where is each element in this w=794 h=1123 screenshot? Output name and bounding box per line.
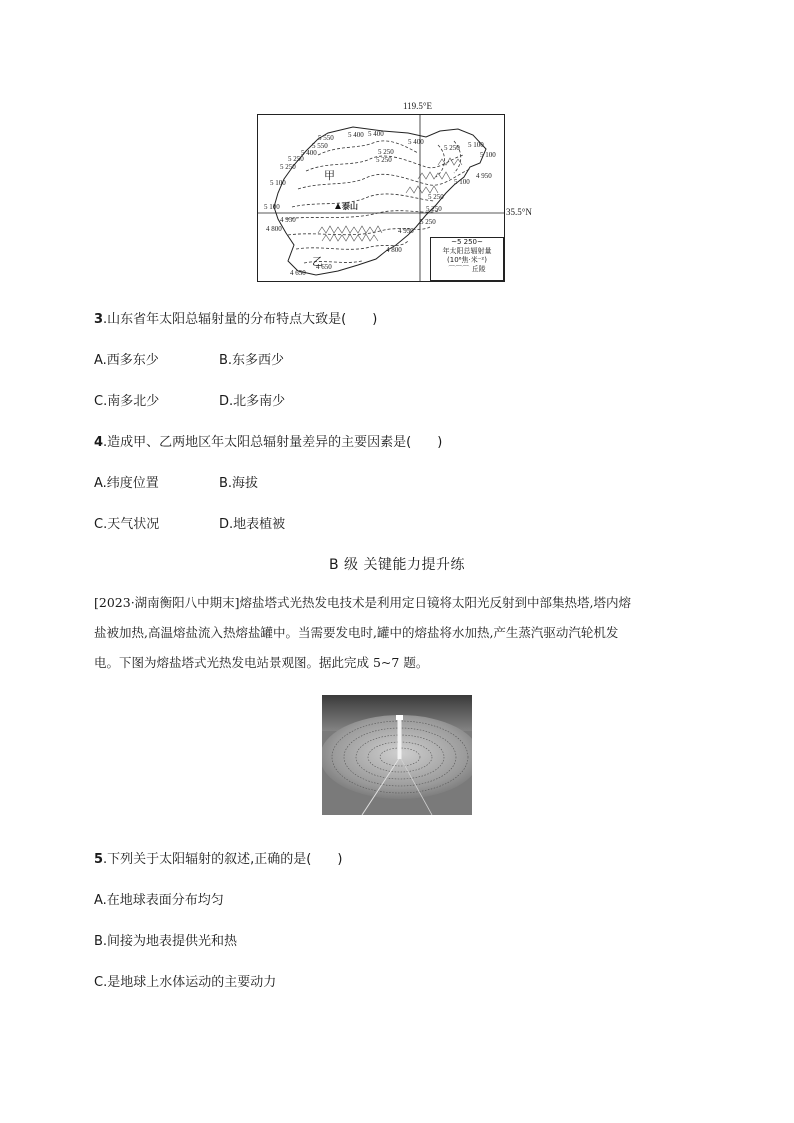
contour-label: 5 400 bbox=[301, 149, 317, 157]
contour-label: 5 250 bbox=[288, 155, 304, 163]
intro-paragraph bbox=[94, 588, 694, 678]
region-yi-label: 乙 bbox=[312, 255, 323, 268]
contour-label: 5 100 bbox=[468, 141, 484, 149]
q3-option-a[interactable]: A.西多东少 bbox=[94, 353, 159, 368]
contour-label: 5 250 bbox=[420, 218, 436, 226]
shandong-radiation-map bbox=[257, 114, 505, 282]
contour-label: 5 250 bbox=[444, 144, 460, 152]
map-legend bbox=[430, 237, 504, 281]
q5-option-b[interactable]: B.间接为地表提供光和热 bbox=[94, 934, 238, 949]
photo-svg bbox=[322, 695, 472, 815]
contour-label: 5 400 bbox=[368, 130, 384, 138]
intro-line: [2023·湖南衡阳八中期末]熔盐塔式光热发电技术是利用定日镜将太阳光反射到中部集热塔,塔内熔 bbox=[94, 595, 632, 610]
hills-icon: ⌒⌒⌒ bbox=[448, 265, 470, 273]
contour-label: 4 650 bbox=[290, 269, 306, 277]
contour-label: 5 100 bbox=[480, 151, 496, 159]
contour-label: 5 250 bbox=[428, 193, 444, 201]
q4-option-b[interactable]: B.海拔 bbox=[219, 476, 259, 491]
question-3: 3.山东省年太阳总辐射量的分布特点大致是( ) bbox=[94, 312, 378, 327]
contour-label: 5 100 bbox=[264, 203, 280, 211]
question-4: 4.造成甲、乙两地区年太阳总辐射量差异的主要因素是( ) bbox=[94, 435, 443, 450]
lat-label: 35.5°N bbox=[506, 207, 532, 217]
contour-label: 5 100 bbox=[270, 179, 286, 187]
contour-label: 4 950 bbox=[280, 216, 296, 224]
contour-label: 4 800 bbox=[386, 246, 402, 254]
q5-option-a[interactable]: A.在地球表面分布均匀 bbox=[94, 893, 224, 908]
taishan-label: 泰山 bbox=[342, 202, 358, 211]
contour-label: 5 400 bbox=[348, 131, 364, 139]
lon-label: 119.5°E bbox=[403, 101, 433, 111]
tower-icon bbox=[398, 717, 402, 759]
legend-unit: (10⁶焦·米⁻²) bbox=[447, 256, 487, 264]
q3-option-b[interactable]: B.东多西少 bbox=[219, 353, 285, 368]
q4-option-d[interactable]: D.地表植被 bbox=[219, 517, 286, 532]
intro-line: 电。下图为熔盐塔式光热发电站景观图。据此完成 5~7 题。 bbox=[94, 655, 429, 670]
legend-hills: ⌒⌒⌒ 丘陵 bbox=[448, 265, 486, 273]
intro-line: 盐被加热,高温熔盐流入热熔盐罐中。当需要发电时,罐中的熔盐将水加热,产生蒸汽驱动汽轮机发 bbox=[94, 625, 619, 640]
contour-label: 4 950 bbox=[398, 227, 414, 235]
legend-title: 年太阳总辐射量 bbox=[442, 247, 492, 255]
contour-label: 5 250 bbox=[376, 156, 392, 164]
contour-label: 5 250 bbox=[280, 163, 296, 171]
q5-option-c[interactable]: C.是地球上水体运动的主要动力 bbox=[94, 975, 277, 990]
contour-label: 5 250 bbox=[426, 205, 442, 213]
section-title: B 级 关键能力提升练 bbox=[328, 557, 465, 573]
contour-label: 5 550 bbox=[312, 142, 328, 150]
question-5: 5.下列关于太阳辐射的叙述,正确的是( ) bbox=[94, 852, 343, 867]
q3-option-c[interactable]: C.南多北少 bbox=[94, 394, 160, 409]
q4-option-c[interactable]: C.天气状况 bbox=[94, 517, 160, 532]
legend-isoline: ~5 250~ bbox=[451, 238, 483, 246]
contour-label: 4 950 bbox=[476, 172, 492, 180]
solar-station-photo bbox=[322, 695, 472, 815]
taishan-icon bbox=[335, 203, 341, 209]
contour-label: 4 800 bbox=[266, 225, 282, 233]
contour-label: 5 100 bbox=[454, 178, 470, 186]
contour-label: 5 550 bbox=[318, 134, 334, 142]
q3-option-d[interactable]: D.北多南少 bbox=[219, 394, 286, 409]
contour-label: 5 400 bbox=[408, 138, 424, 146]
q4-option-a[interactable]: A.纬度位置 bbox=[94, 476, 159, 491]
contour-label: 5 250 bbox=[378, 148, 394, 156]
region-jia-label: 甲 bbox=[324, 169, 335, 182]
contour-label: 4 650 bbox=[316, 263, 332, 271]
